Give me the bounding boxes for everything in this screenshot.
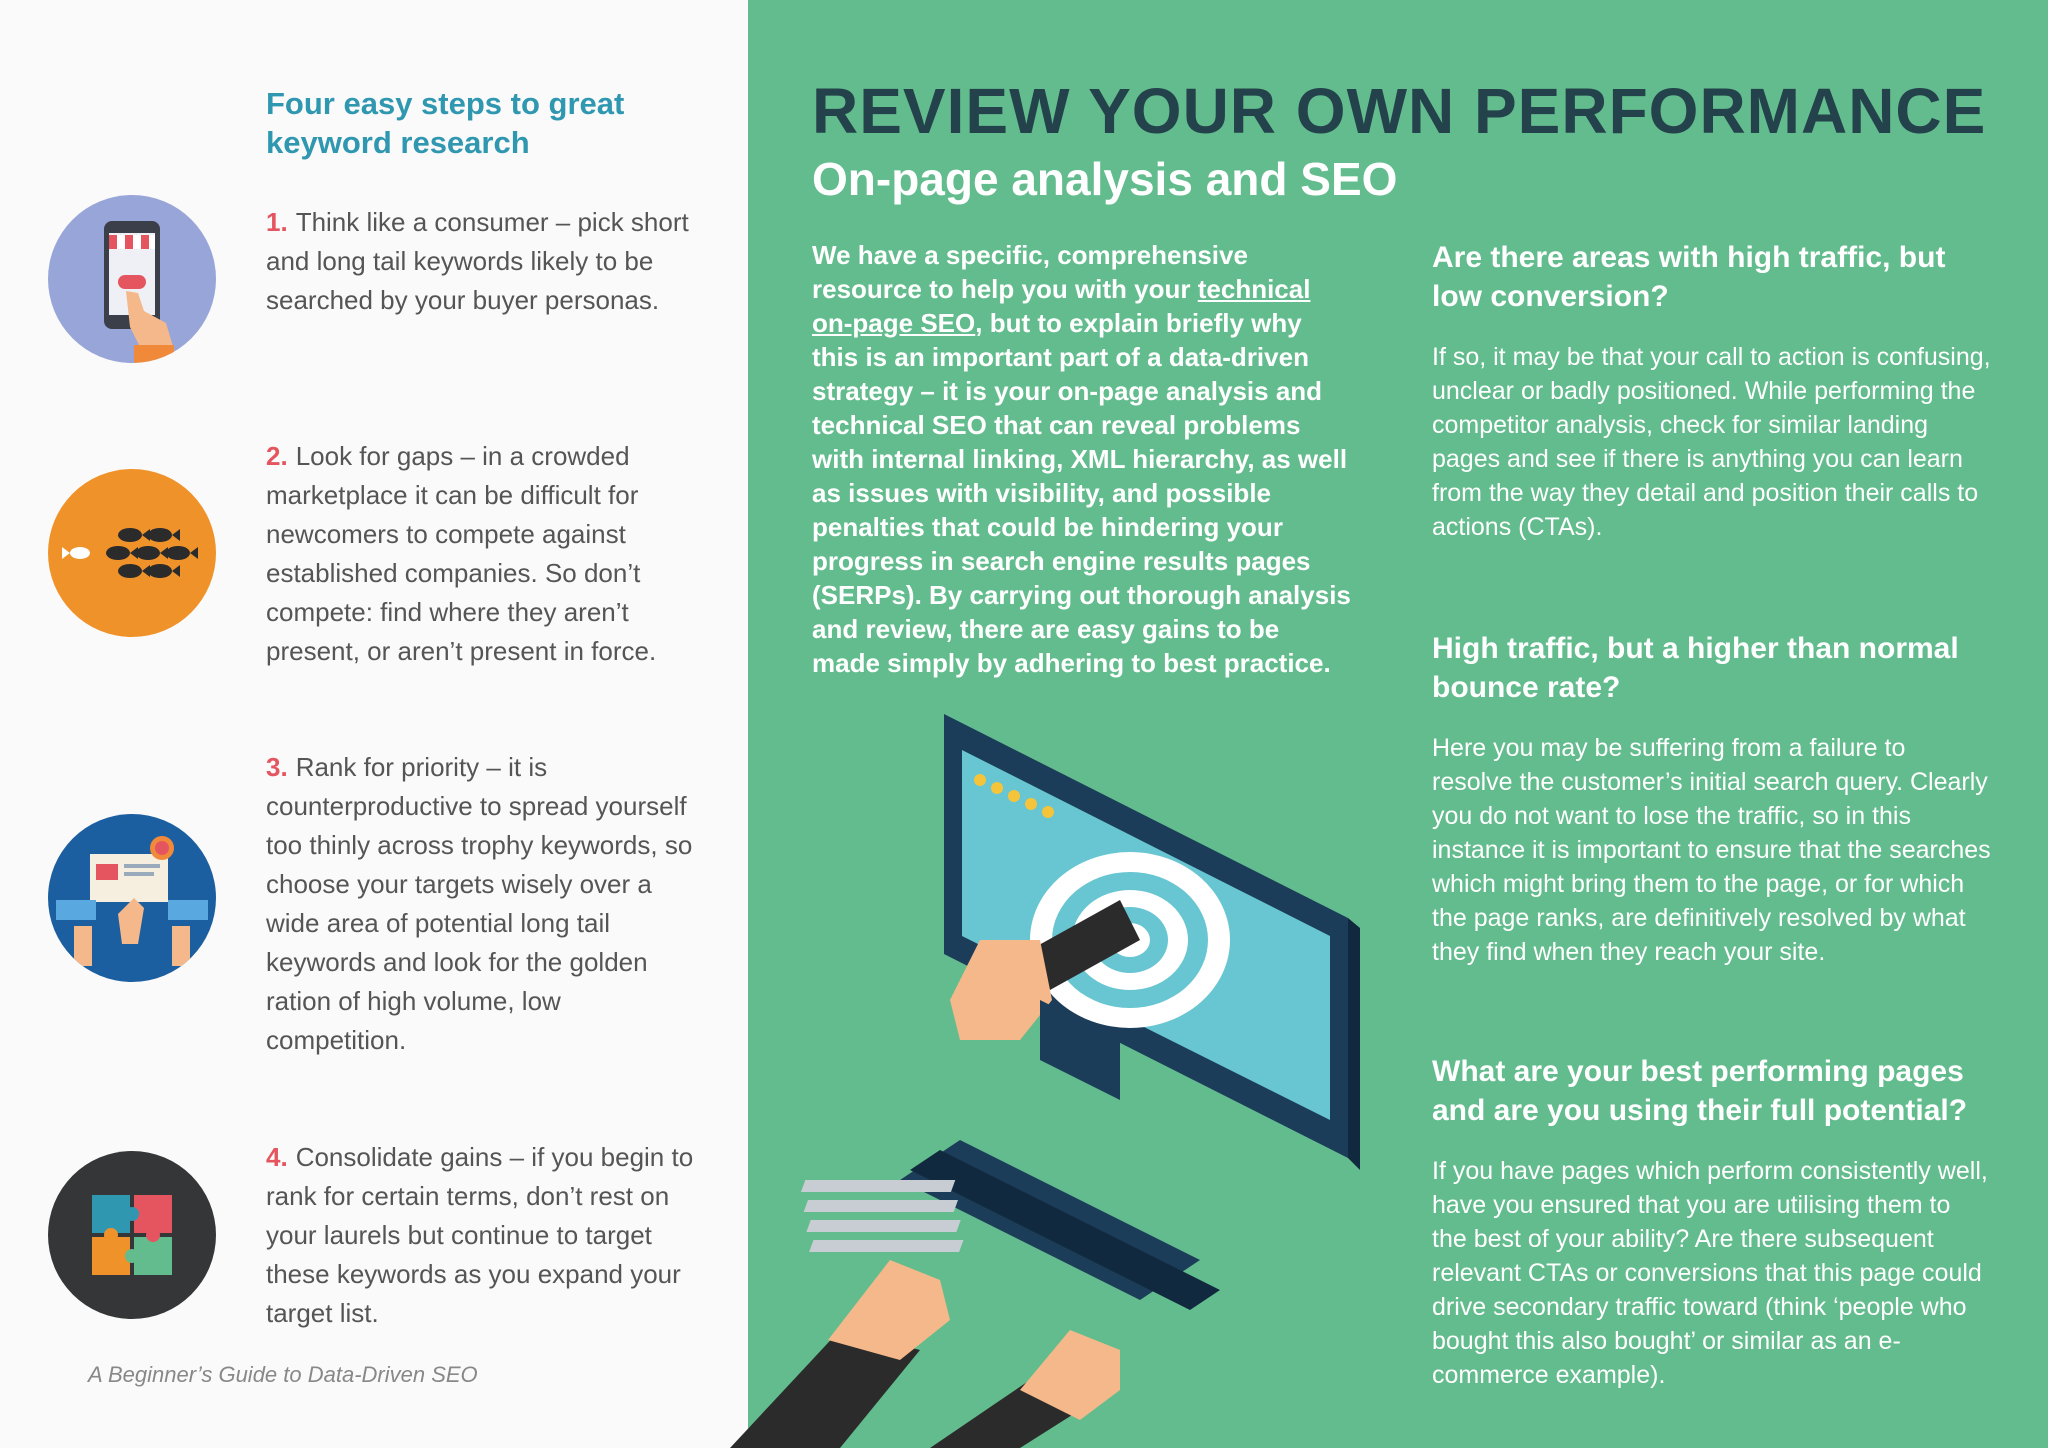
step-1 <box>266 203 706 320</box>
page-subtitle: On-page analysis and SEO <box>812 153 1398 205</box>
step-number: 2. <box>266 441 288 471</box>
technical-seo-link[interactable]: technical on-page SEO <box>812 274 1311 338</box>
section-best-performing-pages <box>1432 1052 1992 1392</box>
step-2 <box>266 437 706 671</box>
section-bounce-rate <box>1432 629 1992 969</box>
section-body: Here you may be suffering from a failure to resolve the customer’s initial search query. Clearly you do not want to lose the traffic, so in this instance it is important to ensure that the searches which might bring them to the page, or for which the page ranks, are definitively resolved by what they find when they reach your site. <box>1432 734 1991 966</box>
section-body: If you have pages which perform consistently well, have you ensured that you are utilising them to the best of your ability? Are there subsequent relevant CTAs or conversions that this page could drive secondary traffic toward (think ‘people who bought this also bought’ or similar as an e-commerce example). <box>1432 1157 1988 1389</box>
step-number: 1. <box>266 207 288 237</box>
footer-caption: A Beginner’s Guide to Data-Driven SEO <box>88 1362 478 1387</box>
step-text: Think like a consumer – pick short and long tail keywords likely to be searched by your buyer personas. <box>266 207 689 315</box>
intro-paragraph <box>812 238 1352 680</box>
section-high-traffic-low-conversion <box>1432 238 1992 544</box>
computer-thumbs-up-icon <box>600 700 1360 1448</box>
page-title: REVIEW YOUR OWN PERFORMANCE <box>812 75 1987 147</box>
puzzle-icon <box>48 1151 216 1319</box>
step-number: 4. <box>266 1142 288 1172</box>
step-text: Look for gaps – in a crowded marketplace it can be difficult for newcomers to compete against established companies. So don’t compete: find where they aren’t present, or aren’t present in force. <box>266 441 657 666</box>
fish-school-icon <box>48 469 216 637</box>
intro-text: , but to explain briefly why this is an important part of a data-driven strategy – it is your on-page analysis and technical SEO that can reveal problems with internal linking, XML hierarchy, as well as issues with visibility, and possible penalties that could be hindering your progress in search engine results pages (SERPs). By carrying out thorough analysis and review, there are easy gains to be made simply by adhering to best practice. <box>812 308 1351 678</box>
step-text: Consolidate gains – if you begin to rank for certain terms, don’t rest on your laurels but continue to target these keywords as you expand your target list. <box>266 1142 694 1328</box>
section-heading: High traffic, but a higher than normal bounce rate? <box>1432 632 1959 704</box>
section-heading: What are your best performing pages and are you using their full potential? <box>1432 1055 1968 1127</box>
trophy-keywords-icon <box>48 814 216 982</box>
section-body: If so, it may be that your call to action is confusing, unclear or badly positioned. While performing the competitor analysis, check for similar landing pages and see if there is anything you can learn from the way they detail and position their calls to actions (CTAs). <box>1432 343 1991 541</box>
intro-text: We have a specific, comprehensive resource to help you with your <box>812 240 1248 304</box>
step-text: Rank for priority – it is counterproductive to spread yourself too thinly across trophy keywords, so choose your targets wisely over a wide area of potential long tail keywords and look for the golden ration of high volume, low competition. <box>266 752 693 1055</box>
step-number: 3. <box>266 752 288 782</box>
section-heading: Are there areas with high traffic, but low conversion? <box>1432 241 1946 313</box>
left-title: Four easy steps to great keyword research <box>266 86 625 160</box>
shop-phone-icon <box>48 195 216 363</box>
